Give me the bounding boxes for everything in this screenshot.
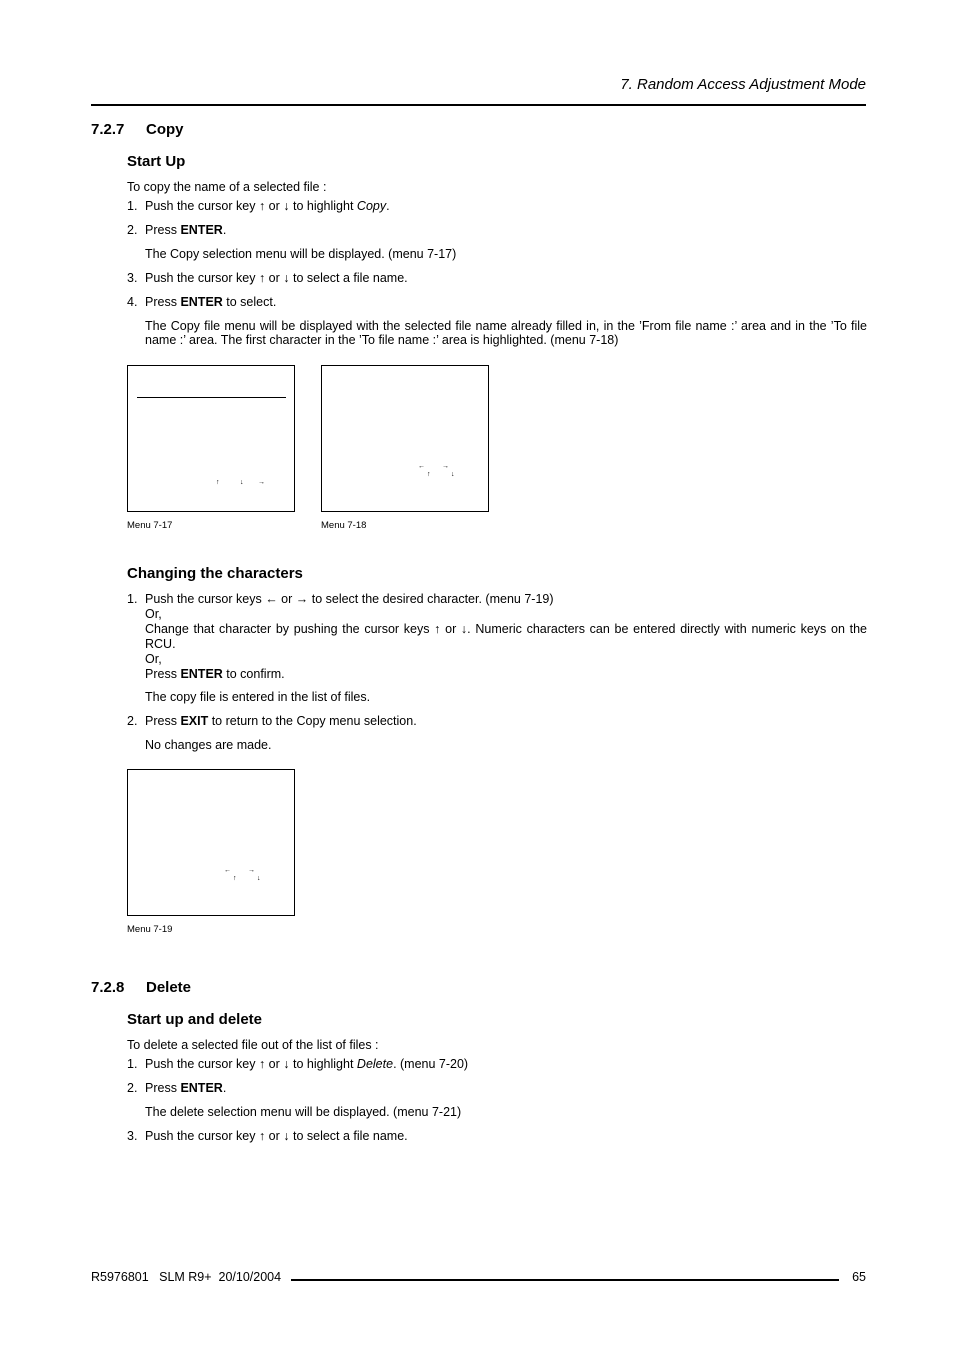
subheading-start-up-delete: Start up and delete <box>127 1011 263 1028</box>
page-number: 65 <box>852 1270 866 1284</box>
section-title: Copy <box>146 121 184 138</box>
change-step-1: 1. Push the cursor keys ← or → to select the desired character. (menu 7-19) Or, Change that character by pushing the cursor keys ↑ or ↓. Numeric characters can be entered directly with numeric keys on the RCU. Or, Press ENTER to confirm. <box>127 592 867 681</box>
copy-step-3: 3. Push the cursor key ↑ or ↓ to select a file name. <box>127 271 408 285</box>
copy-step-1: 1. Push the cursor key ↑ or ↓ to highlight Copy. <box>127 199 390 213</box>
down-arrow-icon: ↓ <box>451 471 455 478</box>
copy-intro: To copy the name of a selected file : <box>127 180 327 194</box>
section-heading-copy <box>91 121 184 138</box>
change-step-2-note: No changes are made. <box>145 738 272 752</box>
up-arrow-icon: ↑ <box>216 479 220 486</box>
delete-step-2-note: The delete selection menu will be displayed. (menu 7-21) <box>145 1105 462 1119</box>
chapter-header: 7. Random Access Adjustment Mode <box>620 76 866 93</box>
right-arrow-icon: → <box>258 479 265 486</box>
up-arrow-icon: ↑ <box>233 875 237 882</box>
delete-intro: To delete a selected file out of the list of files : <box>127 1038 379 1052</box>
delete-step-3: 3. Push the cursor key ↑ or ↓ to select a file name. <box>127 1129 408 1143</box>
left-arrow-icon: ← <box>418 463 425 470</box>
change-step-1-line: Or, <box>145 607 162 621</box>
change-step-1-line: Or, <box>145 652 162 666</box>
section-number: 7.2.7 <box>91 121 125 138</box>
delete-step-2: 2. Press ENTER. <box>127 1081 227 1095</box>
copy-step-2: 2. Press ENTER. <box>127 223 227 237</box>
subheading-changing-characters: Changing the characters <box>127 565 303 582</box>
menu-7-18-caption: Menu 7-18 <box>321 520 367 531</box>
change-step-1-note: The copy file is entered in the list of files. <box>145 690 371 704</box>
copy-step-2-note: The Copy selection menu will be displayed. (menu 7-17) <box>145 247 457 261</box>
menu-7-18-image <box>321 365 489 512</box>
copy-step-4-note: The Copy file menu will be displayed with the selected file name already filled in, in the ’From file name :’ area and in the ’To file name :’ area. The first character in the ’To file name :’ area is highlighted. (menu 7-18) <box>145 319 867 347</box>
section-number: 7.2.8 <box>91 979 125 996</box>
down-arrow-icon: ↓ <box>257 875 261 882</box>
left-arrow-icon: ← <box>224 867 231 874</box>
change-step-1-line: Push the cursor keys ← or → to select the desired character. (menu 7-19) <box>145 592 554 606</box>
header-rule <box>91 104 866 106</box>
section-title: Delete <box>146 979 192 996</box>
right-arrow-icon: → <box>248 867 255 874</box>
menu-7-17-caption: Menu 7-17 <box>127 520 173 531</box>
delete-step-1: 1. Push the cursor key ↑ or ↓ to highlight Delete. (menu 7-20) <box>127 1057 469 1071</box>
up-arrow-icon: ↑ <box>427 471 431 478</box>
change-step-2: 2. Press EXIT to return to the Copy menu selection. <box>127 714 417 728</box>
change-step-1-line: Change that character by pushing the cursor keys ↑ or ↓. Numeric characters can be entered directly with numeric keys on the RCU. <box>145 622 867 651</box>
menu-7-19-image <box>127 769 295 916</box>
down-arrow-icon: ↓ <box>240 479 244 486</box>
subheading-start-up: Start Up <box>127 153 186 170</box>
footer-rule <box>291 1279 839 1281</box>
menu-7-17-image <box>127 365 295 512</box>
copy-step-4: 4. Press ENTER to select. <box>127 295 277 309</box>
change-step-1-line: Press ENTER to confirm. <box>145 667 285 681</box>
footer-document-id: R5976801 SLM R9+ 20/10/2004 <box>91 1270 282 1284</box>
section-heading-delete <box>91 979 191 996</box>
right-arrow-icon: → <box>442 463 449 470</box>
menu-divider <box>137 397 286 398</box>
menu-7-19-caption: Menu 7-19 <box>127 924 173 935</box>
